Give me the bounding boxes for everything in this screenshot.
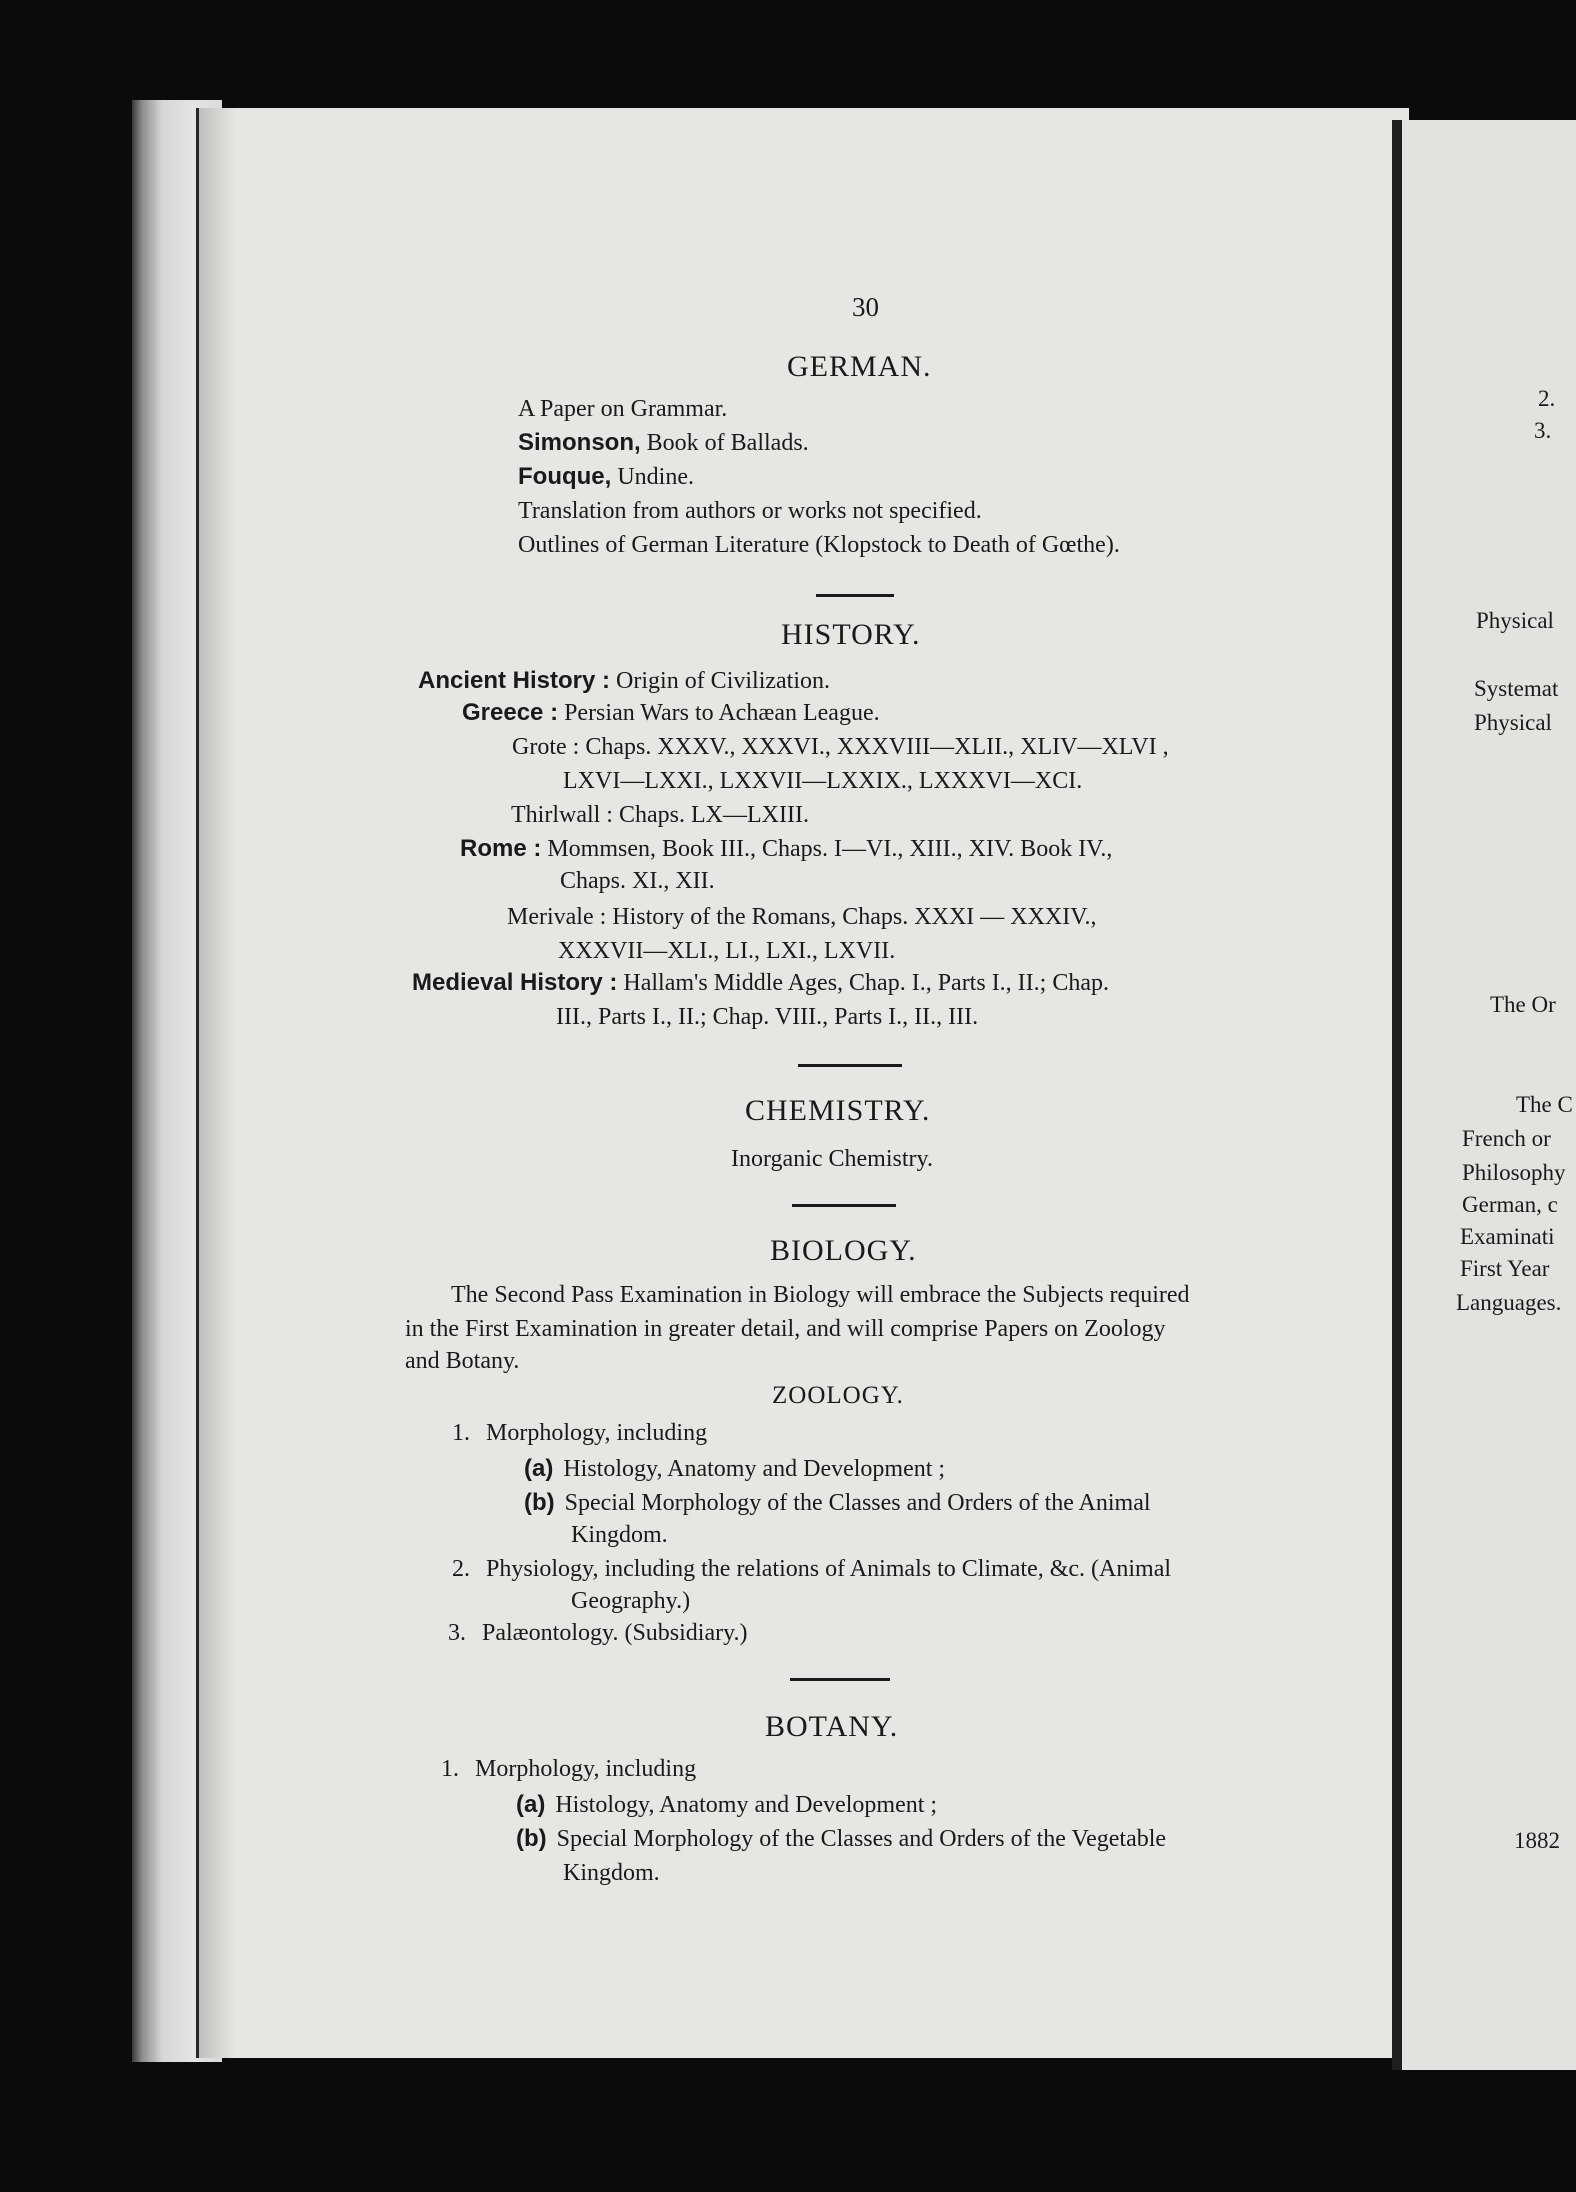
zoology-item-1b xyxy=(524,1488,1151,1518)
text-rome-1: Mommsen, Book III., Chaps. I—VI., XIII., XIV. Book IV., xyxy=(547,836,1113,862)
section-divider xyxy=(816,594,894,597)
adjacent-fragment: 2. xyxy=(1538,386,1556,411)
adjacent-fragment: German, c xyxy=(1462,1192,1558,1217)
german-line-simonson xyxy=(518,428,809,458)
adjacent-fragment: Philosophy xyxy=(1462,1160,1566,1185)
biology-para-1: The Second Pass Examination in Biology will embrace the Subjects required xyxy=(451,1282,1190,1308)
german-heading: GERMAN. xyxy=(787,350,932,383)
chemistry-heading: CHEMISTRY. xyxy=(745,1094,931,1127)
german-line-outlines: Outlines of German Literature (Klopstock to Death of Gœthe). xyxy=(518,532,1120,558)
zoology-item-3 xyxy=(448,1618,748,1648)
zoology-item-2-number: 2. xyxy=(452,1556,470,1582)
zoology-item-1a-text: Histology, Anatomy and Development ; xyxy=(563,1456,946,1482)
zoology-item-3-number: 3. xyxy=(448,1620,466,1646)
history-ancient xyxy=(418,666,830,696)
zoology-item-2 xyxy=(452,1554,1171,1584)
work-fouque: Undine. xyxy=(617,464,694,490)
zoology-item-1b-cont: Kingdom. xyxy=(571,1522,668,1548)
text-medieval-1: Hallam's Middle Ages, Chap. I., Parts I., II.; Chap. xyxy=(623,970,1109,996)
history-medieval-1 xyxy=(412,968,1109,998)
document-page xyxy=(196,108,1409,2058)
botany-item-1b-mark: (b) xyxy=(516,1825,547,1852)
zoology-item-1-text: Morphology, including xyxy=(486,1420,708,1446)
adjacent-fragment: Examinati xyxy=(1460,1224,1555,1249)
adjacent-fragment: Languages. xyxy=(1456,1290,1562,1315)
label-ancient-history: Ancient History : xyxy=(418,667,611,694)
history-merivale-2: XXXVII—XLI., LI., LXI., LXVII. xyxy=(558,938,896,964)
zoology-item-1a xyxy=(524,1454,945,1484)
adjacent-fragment: 1882 xyxy=(1514,1828,1560,1853)
botany-item-1a-mark: (a) xyxy=(516,1791,546,1818)
adjacent-fragment: Physical xyxy=(1476,608,1554,633)
zoology-item-3-text: Palæontology. (Subsidiary.) xyxy=(482,1620,748,1646)
history-grote-1: Grote : Chaps. XXXV., XXXVI., XXXVIII—XLII., XLIV—XLVI , xyxy=(512,734,1169,760)
zoology-item-1a-mark: (a) xyxy=(524,1455,554,1482)
history-grote-2: LXVI—LXXI., LXXVII—LXXIX., LXXXVI—XCI. xyxy=(563,768,1083,794)
biology-para-2: in the First Examination in greater detail, and will comprise Papers on Zoology xyxy=(405,1316,1166,1342)
german-line-fouque xyxy=(518,462,694,492)
german-line-translation: Translation from authors or works not specified. xyxy=(518,498,982,524)
section-divider xyxy=(798,1064,902,1067)
adjacent-page xyxy=(1402,120,1576,2070)
history-heading: HISTORY. xyxy=(781,618,921,651)
text-ancient-history: Origin of Civilization. xyxy=(616,668,831,694)
label-medieval-history: Medieval History : xyxy=(412,969,618,996)
botany-item-1b-text: Special Morphology of the Classes and Orders of the Vegetable xyxy=(556,1826,1167,1852)
botany-item-1a-text: Histology, Anatomy and Development ; xyxy=(555,1792,938,1818)
adjacent-fragment: First Year xyxy=(1460,1256,1550,1281)
label-greece: Greece : xyxy=(462,699,559,726)
botany-item-1-text: Morphology, including xyxy=(475,1756,697,1782)
history-greece xyxy=(462,698,880,728)
history-rome-2: Chaps. XI., XII. xyxy=(560,868,715,894)
work-simonson: Book of Ballads. xyxy=(646,430,809,456)
text-greece: Persian Wars to Achæan League. xyxy=(564,700,880,726)
biology-heading: BIOLOGY. xyxy=(770,1234,917,1267)
page-shadow xyxy=(196,108,236,2058)
adjacent-fragment: Systemat xyxy=(1474,676,1559,701)
history-rome-1 xyxy=(460,834,1112,864)
zoology-heading: ZOOLOGY. xyxy=(772,1382,904,1409)
botany-item-1-number: 1. xyxy=(441,1756,459,1782)
botany-item-1 xyxy=(441,1754,696,1784)
section-divider xyxy=(792,1204,896,1207)
adjacent-fragment: Physical xyxy=(1474,710,1552,735)
zoology-item-2-cont: Geography.) xyxy=(571,1588,691,1614)
german-line-grammar: A Paper on Grammar. xyxy=(518,396,728,422)
page-number: 30 xyxy=(852,292,879,322)
zoology-item-1 xyxy=(452,1418,707,1448)
zoology-item-2-text: Physiology, including the relations of Animals to Climate, &c. (Animal xyxy=(486,1556,1172,1582)
zoology-item-1b-text: Special Morphology of the Classes and Orders of the Animal xyxy=(564,1490,1151,1516)
history-medieval-2: III., Parts I., II.; Chap. VIII., Parts I., II., III. xyxy=(556,1004,979,1030)
biology-para-3: and Botany. xyxy=(405,1348,520,1374)
botany-item-1b xyxy=(516,1824,1166,1854)
section-divider xyxy=(790,1678,890,1681)
zoology-item-1-number: 1. xyxy=(452,1420,470,1446)
book-gutter xyxy=(1392,120,1402,2070)
botany-heading: BOTANY. xyxy=(765,1710,899,1743)
adjacent-fragment: French or xyxy=(1462,1126,1551,1151)
adjacent-fragment: The Or xyxy=(1490,992,1556,1017)
adjacent-fragment: 3. xyxy=(1534,418,1552,443)
history-thirlwall: Thirlwall : Chaps. LX—LXIII. xyxy=(511,802,809,828)
botany-item-1b-cont: Kingdom. xyxy=(563,1860,660,1886)
botany-item-1a xyxy=(516,1790,937,1820)
adjacent-fragment: The C xyxy=(1516,1092,1573,1117)
zoology-item-1b-mark: (b) xyxy=(524,1489,555,1516)
author-simonson: Simonson, xyxy=(518,429,641,456)
chemistry-text: Inorganic Chemistry. xyxy=(731,1146,933,1172)
author-fouque: Fouque, xyxy=(518,463,612,490)
history-merivale-1: Merivale : History of the Romans, Chaps. XXXI — XXXIV., xyxy=(507,904,1097,930)
label-rome: Rome : xyxy=(460,835,542,862)
